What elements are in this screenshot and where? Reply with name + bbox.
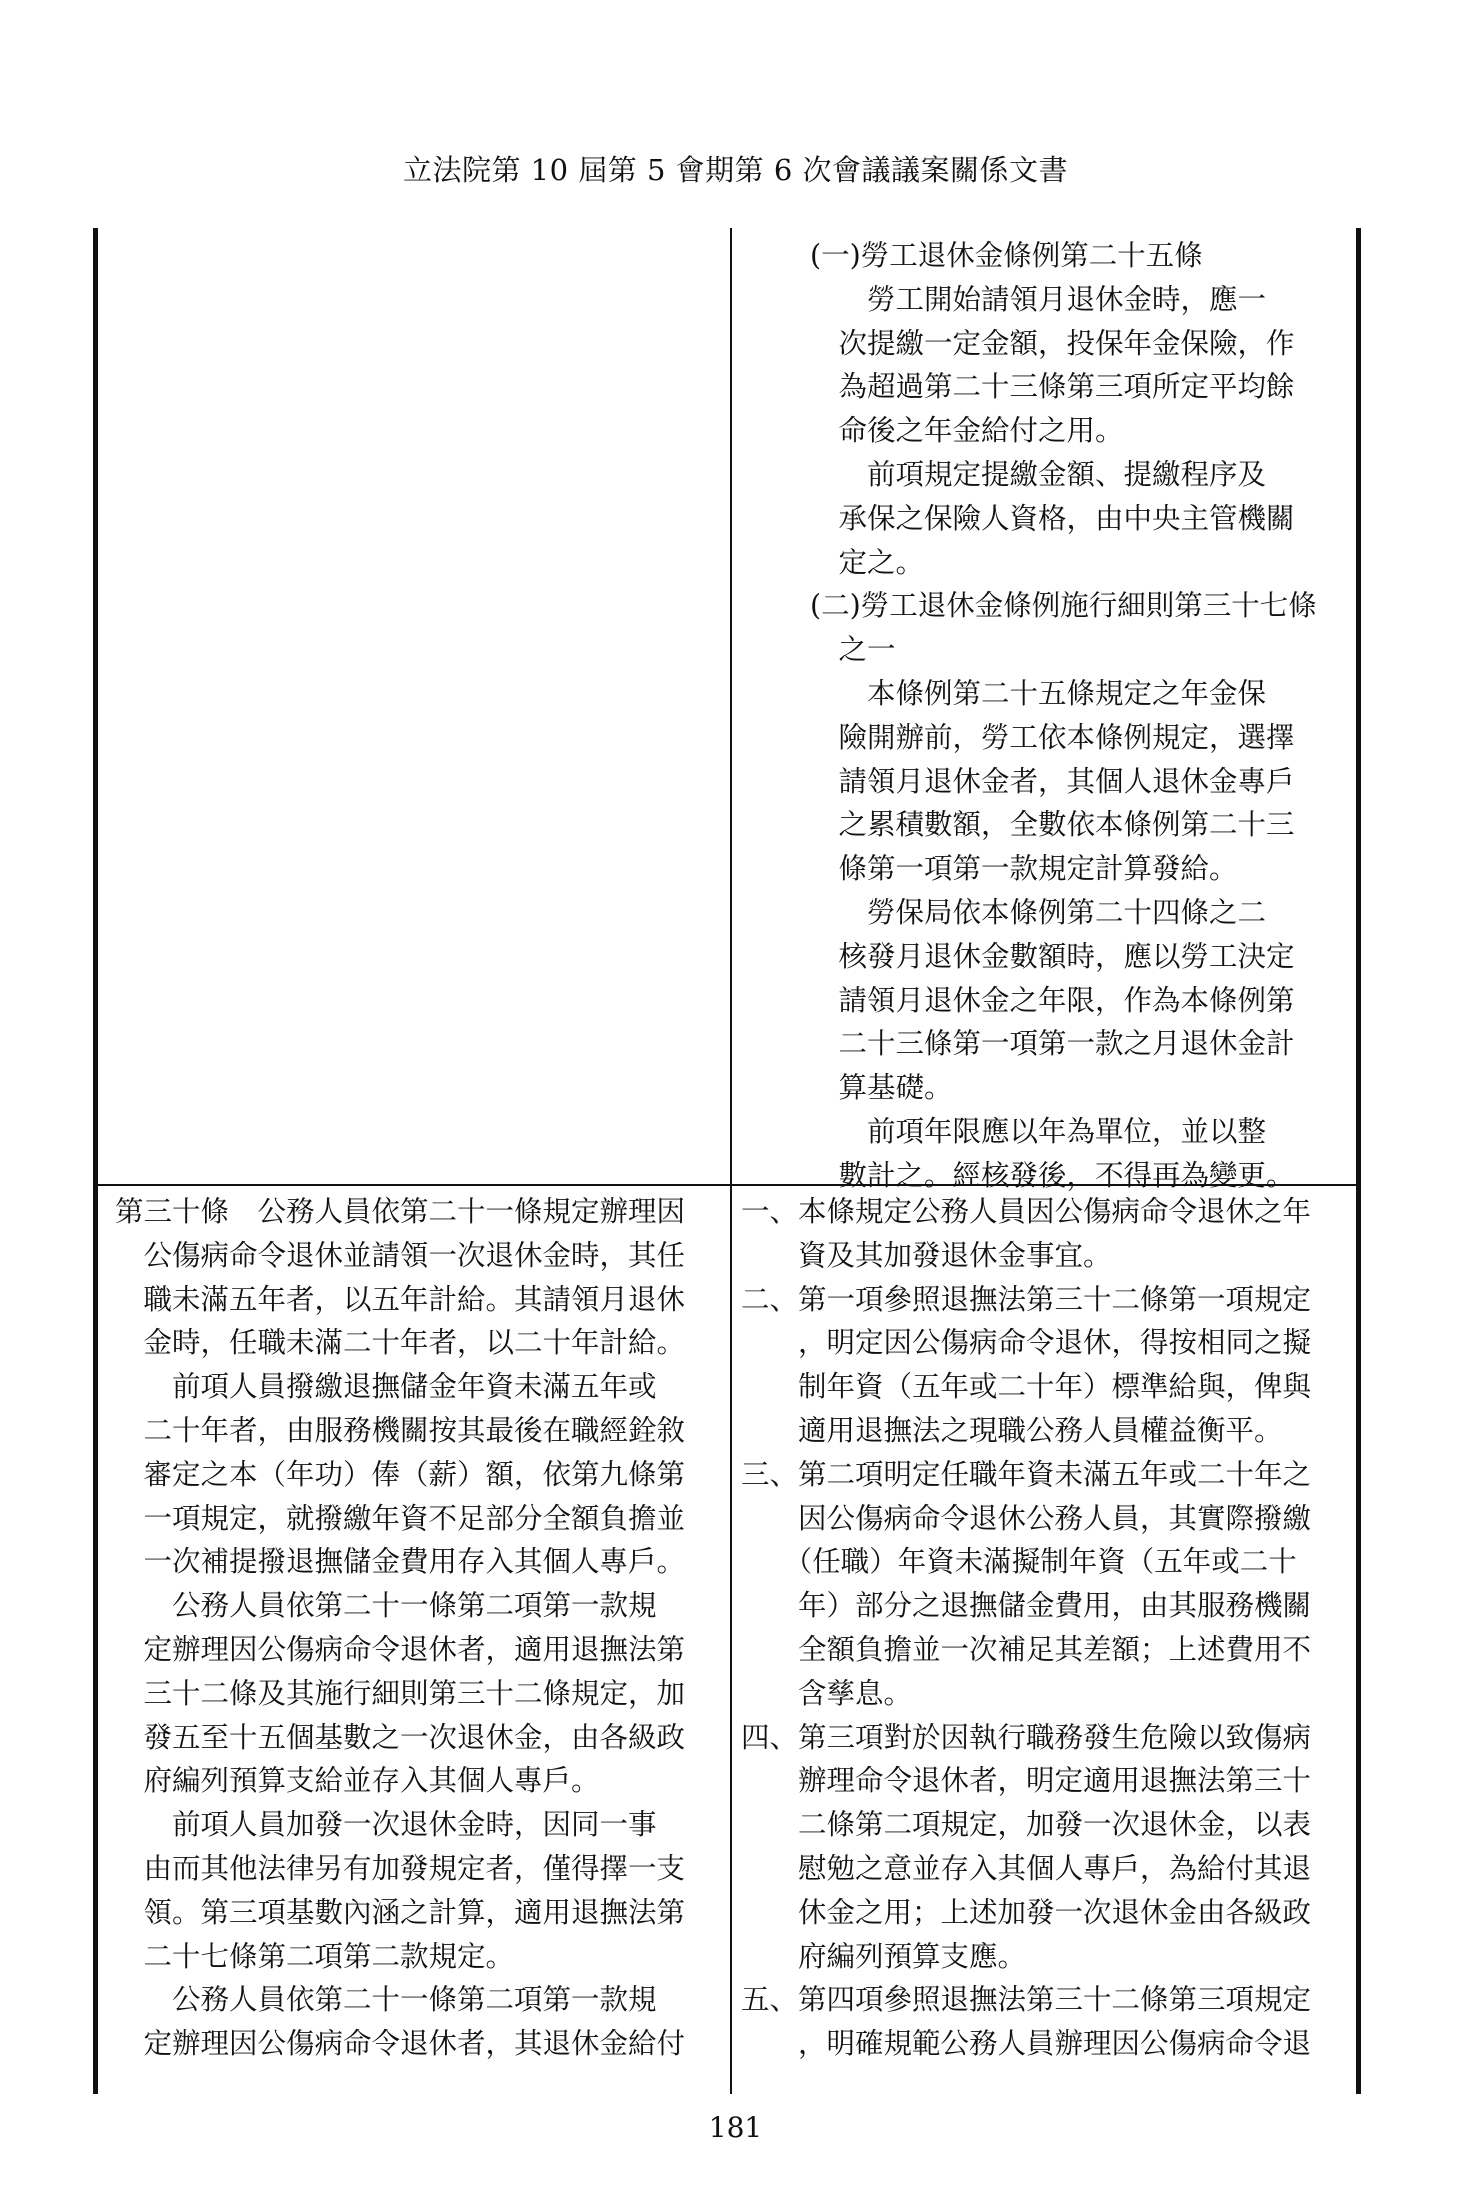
text-line: 請領月退休金者，其個人退休金專戶 xyxy=(810,764,1295,798)
column-divider xyxy=(730,228,732,2094)
text-line: 前項規定提繳金額、提繳程序及 xyxy=(810,457,1267,491)
text-line: 一次補提撥退撫儲金費用存入其個人專戶。 xyxy=(115,1545,686,1579)
text-line: 之累積數額，全數依本條例第二十三 xyxy=(810,808,1295,842)
text-line: 辦理命令退休者，明定適用退撫法第三十 xyxy=(741,1764,1312,1798)
text-line: 由而其他法律另有加發規定者，僅得擇一支 xyxy=(115,1851,686,1885)
row2-explanation-text xyxy=(741,1190,1311,2066)
text-line: 領。第三項基數內涵之計算，適用退撫法第 xyxy=(115,1895,686,1929)
text-line: ，明確規範公務人員辦理因公傷病命令退 xyxy=(741,2027,1312,2061)
text-line: 二條第二項規定，加發一次退休金，以表 xyxy=(741,1808,1312,1842)
text-line: 二十年者，由服務機關按其最後在職經銓敘 xyxy=(115,1413,686,1447)
text-line: 請領月退休金之年限，作為本條例第 xyxy=(810,983,1295,1017)
text-line: 公務人員依第二十一條第二項第一款規 xyxy=(115,1983,657,2017)
text-line: 定辦理因公傷病命令退休者，其退休金給付 xyxy=(115,2027,686,2061)
text-line: 為超過第二十三條第三項所定平均餘 xyxy=(810,370,1295,404)
text-line: 命後之年金給付之用。 xyxy=(810,414,1124,448)
text-line: (一)勞工退休金條例第二十五條 xyxy=(810,239,1203,272)
text-line: 前項人員撥繳退撫儲金年資未滿五年或 xyxy=(115,1370,657,1404)
text-line: 勞保局依本條例第二十四條之二 xyxy=(810,895,1267,929)
row2-article-text xyxy=(115,1190,685,2066)
text-line: 勞工開始請領月退休金時，應一 xyxy=(810,282,1267,316)
text-line: 險開辦前，勞工依本條例規定，選擇 xyxy=(810,720,1295,754)
text-line: 一、本條規定公務人員因公傷病命令退休之年 xyxy=(741,1195,1312,1228)
text-line: 年）部分之退撫儲金費用，由其服務機關 xyxy=(741,1589,1312,1623)
text-line: 府編列預算支應。 xyxy=(741,1939,1027,1973)
text-line: 休金之用；上述加發一次退休金由各級政 xyxy=(741,1895,1312,1929)
text-line: 全額負擔並一次補足其差額；上述費用不 xyxy=(741,1632,1312,1666)
text-line: 次提繳一定金額，投保年金保險，作 xyxy=(810,326,1295,360)
text-line: 三十二條及其施行細則第三十二條規定，加 xyxy=(115,1676,686,1710)
text-line: 公傷病命令退休並請領一次退休金時，其任 xyxy=(115,1238,686,1272)
text-line: 適用退撫法之現職公務人員權益衡平。 xyxy=(741,1413,1283,1447)
text-line: 制年資（五年或二十年）標準給與，俾與 xyxy=(741,1370,1312,1404)
text-line: ，明定因公傷病命令退休，得按相同之擬 xyxy=(741,1326,1312,1360)
text-line: 發五至十五個基數之一次退休金，由各級政 xyxy=(115,1720,686,1754)
page-header: 立法院第 10 屆第 5 會期第 6 次會議議案關係文書 xyxy=(402,153,1069,187)
text-line: 前項年限應以年為單位，並以整 xyxy=(810,1114,1267,1148)
text-line: 二十三條第一項第一款之月退休金計 xyxy=(810,1027,1295,1061)
text-line: 三、第二項明定任職年資未滿五年或二十年之 xyxy=(741,1457,1312,1491)
text-line: 之一 xyxy=(810,633,896,667)
text-line: 五、第四項參照退撫法第三十二條第三項規定 xyxy=(741,1983,1312,2017)
text-line: 數計之。經核發後，不得再為變更。 xyxy=(810,1158,1295,1192)
text-line: 核發月退休金數額時，應以勞工決定 xyxy=(810,939,1295,973)
text-line: 定辦理因公傷病命令退休者，適用退撫法第 xyxy=(115,1632,686,1666)
text-line: 本條例第二十五條規定之年金保 xyxy=(810,676,1267,710)
text-line: 職未滿五年者，以五年計給。其請領月退休 xyxy=(115,1282,686,1316)
text-line: 含孳息。 xyxy=(741,1676,913,1710)
comparison-table xyxy=(93,228,1361,2094)
text-line: （任職）年資未滿擬制年資（五年或二十 xyxy=(741,1545,1297,1579)
text-line: 金時，任職未滿二十年者，以二十年計給。 xyxy=(115,1326,686,1360)
text-line: 第三十條 公務人員依第二十一條規定辦理因 xyxy=(115,1195,686,1228)
text-line: 定之。 xyxy=(810,545,925,579)
text-line: 承保之保險人資格，由中央主管機關 xyxy=(810,501,1295,535)
text-line: 條第一項第一款規定計算發給。 xyxy=(810,852,1238,886)
text-line: 一項規定，就撥繳年資不足部分全額負擔並 xyxy=(115,1501,686,1535)
page-number: 181 xyxy=(708,2111,763,2144)
text-line: 審定之本（年功）俸（薪）額，依第九條第 xyxy=(115,1457,686,1491)
text-line: 公務人員依第二十一條第二項第一款規 xyxy=(115,1589,657,1623)
text-line: 府編列預算支給並存入其個人專戶。 xyxy=(115,1764,600,1798)
text-line: 算基礎。 xyxy=(810,1071,953,1105)
text-line: 二、第一項參照退撫法第三十二條第一項規定 xyxy=(741,1282,1312,1316)
text-line: 四、第三項對於因執行職務發生危險以致傷病 xyxy=(741,1720,1312,1754)
text-line: (二)勞工退休金條例施行細則第三十七條 xyxy=(810,589,1317,623)
text-line: 前項人員加發一次退休金時，因同一事 xyxy=(115,1808,657,1842)
text-line: 二十七條第二項第二款規定。 xyxy=(115,1939,515,1973)
row1-explanation-text xyxy=(810,234,1317,1198)
text-line: 資及其加發退休金事宜。 xyxy=(741,1238,1112,1272)
text-line: 慰勉之意並存入其個人專戶，為給付其退 xyxy=(741,1851,1312,1885)
text-line: 因公傷病命令退休公務人員，其實際撥繳 xyxy=(741,1501,1312,1535)
